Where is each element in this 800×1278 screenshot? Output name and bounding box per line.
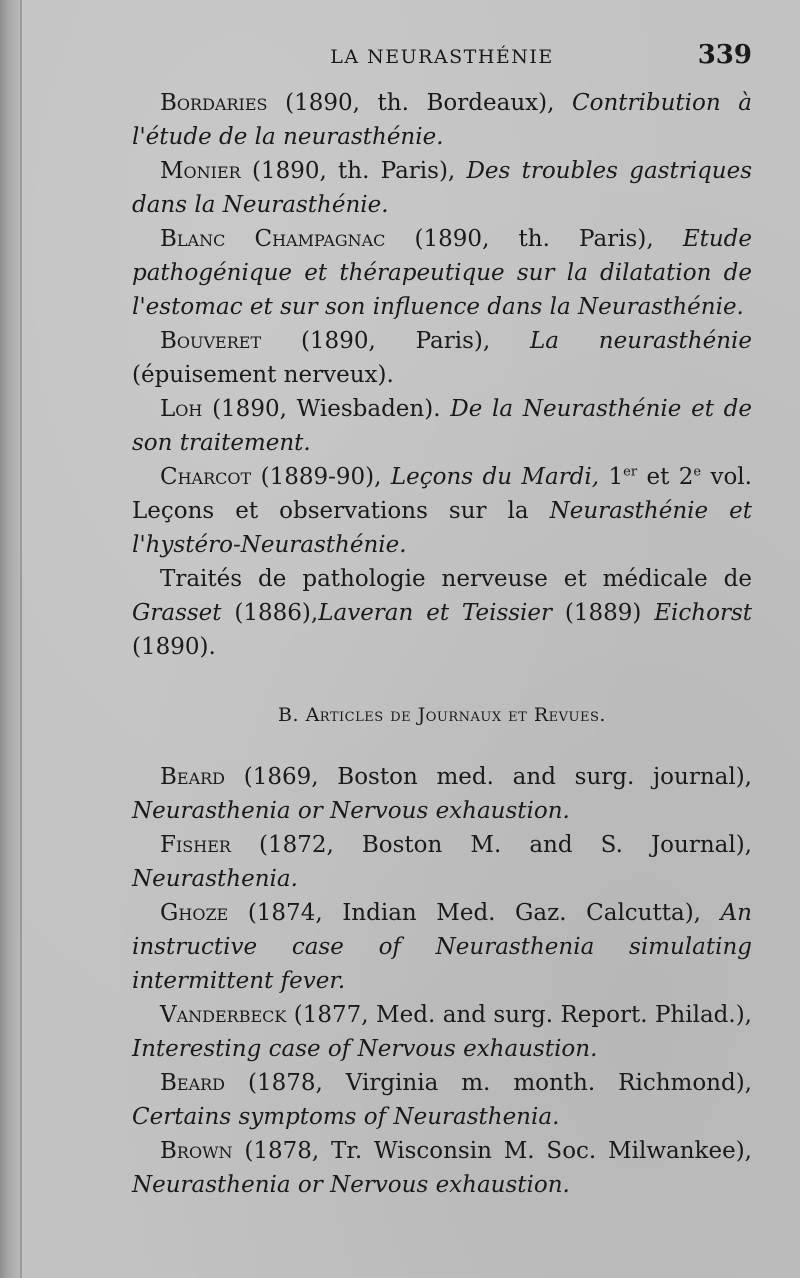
entry-title: Leçons du Mardi, xyxy=(390,464,600,490)
entry-title: De la Neurasthénie et de son traitement. xyxy=(132,396,753,456)
entry-detail: (1890, th. Bordeaux), xyxy=(267,90,573,116)
entry-author: Brown xyxy=(160,1138,233,1164)
bibliography-entry xyxy=(132,896,752,998)
entry-author: Bouveret xyxy=(160,328,262,354)
entry-detail: (1878, Virginia m. month. Richmond), xyxy=(225,1070,752,1096)
entry-title: Interesting case of Nervous exhaustion. xyxy=(132,1036,598,1062)
bibliography-entry xyxy=(132,760,752,828)
bibliography-entry-charcot xyxy=(132,460,752,562)
entry-author: Loh xyxy=(160,396,203,422)
volume-ordinal: e xyxy=(693,464,702,480)
entry-author: Vanderbeck xyxy=(160,1002,287,1028)
entry-title: La neurasthénie xyxy=(530,328,752,354)
entry-author: Blanc Champagnac xyxy=(160,226,386,252)
page-number: 339 xyxy=(697,40,752,70)
bibliography-entry xyxy=(132,154,752,222)
traites-text: Traités de pathologie nerveuse et médicale de xyxy=(160,566,752,592)
entry-detail: (1890, th. Paris), xyxy=(240,158,467,184)
bibliography-body xyxy=(132,86,752,1202)
entry-title: Neurasthenia or Nervous exhaustion. xyxy=(132,798,570,824)
author-name: Eichorst xyxy=(654,600,752,626)
traites-text: (1886), xyxy=(221,600,319,626)
traites-text: (1890). xyxy=(132,634,216,660)
entry-detail: (1874, Indian Med. Gaz. Calcutta), xyxy=(228,900,721,926)
entry-title: An instructive case of Neurasthenia simulating intermittent fever. xyxy=(132,900,752,994)
bibliography-entry xyxy=(132,86,752,154)
entry-author: Ghoze xyxy=(160,900,229,926)
entry-detail: (1890, th. Paris), xyxy=(385,226,683,252)
bibliography-entry xyxy=(132,1134,752,1202)
entry-title: Etude pathogénique et thérapeutique sur la dilatation de l'estomac et sur son influence dans la Neurasthénie. xyxy=(132,226,752,320)
entry-detail: (1889-90), xyxy=(251,464,391,490)
traites-text: (1889) xyxy=(552,600,655,626)
entry-author: Beard xyxy=(160,1070,226,1096)
volume-ordinal: er xyxy=(623,464,638,480)
entry-title: Contribution à l'étude de la neurasthénie. xyxy=(132,90,752,150)
running-title: LA NEURASTHÉNIE xyxy=(330,46,554,68)
entry-detail: (1877, Med. and surg. Report. Philad.), xyxy=(286,1002,752,1028)
entry-title: Neurasthenia. xyxy=(132,866,298,892)
bibliography-entry xyxy=(132,324,752,392)
volume-number: 2 xyxy=(678,464,694,490)
entry-author: Beard xyxy=(160,764,226,790)
entry-detail: (1869, Boston med. and surg. journal), xyxy=(225,764,752,790)
entry-title: Neurasthenia or Nervous exhaustion. xyxy=(132,1172,570,1198)
entry-title: Neurasthénie et l'hystéro-Neurasthénie. xyxy=(132,498,752,558)
entry-author: Charcot xyxy=(160,464,252,490)
entry-author: Bordaries xyxy=(160,90,268,116)
bibliography-entry xyxy=(132,998,752,1066)
entry-after: (épuisement nerveux). xyxy=(132,362,394,388)
page-header xyxy=(132,40,752,76)
section-heading: B. Articles de Journaux et Revues. xyxy=(278,704,606,726)
entry-title: Des troubles gastriques dans la Neurasthénie. xyxy=(132,158,752,218)
entry-author: Fisher xyxy=(160,832,231,858)
entry-detail: (1890, Paris), xyxy=(261,328,530,354)
bibliography-entry xyxy=(132,828,752,896)
author-name: Laveran et Teissier xyxy=(318,600,553,626)
bibliography-entry-traites xyxy=(132,562,752,664)
entry-detail: (1872, Boston M. and S. Journal), xyxy=(230,832,752,858)
bibliography-entry xyxy=(132,392,752,460)
bibliography-entry xyxy=(132,1066,752,1134)
volume-text: vol. Leçons et observations sur la xyxy=(132,464,752,524)
entry-detail: (1878, Tr. Wisconsin M. Soc. Milwankee), xyxy=(232,1138,752,1164)
entry-title: Certains symptoms of Neurasthenia. xyxy=(132,1104,560,1130)
author-name: Grasset xyxy=(132,600,222,626)
binding-gutter xyxy=(0,0,22,1278)
binding-edge xyxy=(20,0,22,1278)
volume-number: 1 xyxy=(599,464,624,490)
entry-detail: (1890, Wiesbaden). xyxy=(202,396,451,422)
entry-author: Monier xyxy=(160,158,241,184)
volume-conjunction: et xyxy=(637,464,679,490)
bibliography-entry xyxy=(132,222,752,324)
